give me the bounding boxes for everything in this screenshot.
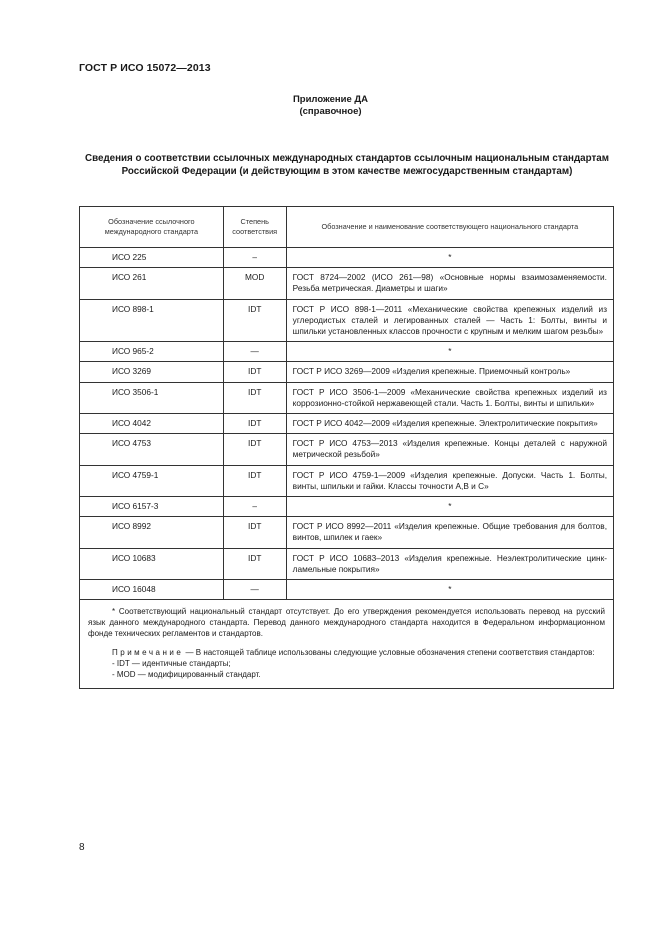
name-cell: ГОСТ Р ИСО 3269—2009 «Изделия крепежные. Приемочный контроль»	[286, 362, 613, 382]
ref-cell: ИСО 6157-3	[80, 497, 224, 517]
table-row	[80, 342, 614, 362]
annex-subtitle: (справочное)	[299, 106, 362, 117]
degree-cell: –	[223, 248, 286, 268]
table-row	[80, 517, 614, 548]
ref-cell: ИСО 16048	[80, 580, 224, 600]
note-text: — В настоящей таблице использованы следующие условные обозначения степени соответствия стандартов:	[183, 648, 595, 658]
note-label: Примечание	[112, 648, 184, 658]
section-title: Сведения о соответствии ссылочных международных стандартов ссылочным национальным стандартам Российской Федерации (и действующим в этом качестве межгосударственным стандартам)	[85, 153, 609, 177]
ref-cell: ИСО 4042	[80, 414, 224, 434]
table-row	[80, 299, 614, 342]
name-cell: ГОСТ Р ИСО 4753—2013 «Изделия крепежные. Концы деталей с наружной метрической резьбой»	[286, 434, 613, 465]
note-paragraph	[88, 647, 605, 658]
name-cell: ГОСТ Р ИСО 4042—2009 «Изделия крепежные. Электролитические покрытия»	[286, 414, 613, 434]
degree-cell: IDT	[223, 465, 286, 496]
footnote-text: * Соответствующий национальный стандарт отсутствует. До его утверждения рекомендуется использовать перевод на русский язык данного международного стандарта. Перевод данного международного стандарта находится в Федеральном информационном фонде технических регламентов и стандартов.	[88, 607, 605, 639]
ref-cell: ИСО 898-1	[80, 299, 224, 342]
name-cell: *	[286, 342, 613, 362]
name-cell: ГОСТ Р ИСО 4759-1—2009 «Изделия крепежные. Допуски. Часть 1. Болты, винты, шпильки и гайки. Классы точности A,B и C»	[286, 465, 613, 496]
table-footnote-row	[80, 600, 614, 689]
table-row	[80, 497, 614, 517]
table-row	[80, 580, 614, 600]
note-idt: - IDT — идентичные стандарты;	[112, 659, 231, 669]
ref-cell: ИСО 261	[80, 268, 224, 299]
page-number: 8	[79, 842, 85, 853]
degree-cell: IDT	[223, 517, 286, 548]
name-cell: ГОСТ Р ИСО 10683–2013 «Изделия крепежные. Неэлектролитические цинк-ламельные покрытия»	[286, 548, 613, 579]
name-cell: ГОСТ 8724—2002 (ИСО 261—98) «Основные нормы взаимозаменяемости. Резьба метрическая. Диаметры и шаги»	[286, 268, 613, 299]
header-degree: Степень соответствия	[223, 207, 286, 248]
ref-cell: ИСО 4753	[80, 434, 224, 465]
correspondence-table	[79, 206, 614, 689]
degree-cell: IDT	[223, 414, 286, 434]
table-row	[80, 362, 614, 382]
degree-cell: IDT	[223, 362, 286, 382]
note-mod: - MOD — модифицированный стандарт.	[112, 670, 261, 680]
ref-cell: ИСО 8992	[80, 517, 224, 548]
name-cell: ГОСТ Р ИСО 8992—2011 «Изделия крепежные. Общие требования для болтов, винтов, шпилек и гаек»	[286, 517, 613, 548]
table-row	[80, 248, 614, 268]
name-cell: *	[286, 580, 613, 600]
degree-cell: IDT	[223, 548, 286, 579]
table-row	[80, 382, 614, 413]
table-row	[80, 414, 614, 434]
annex-title: Приложение ДА	[292, 94, 369, 105]
annex-heading	[0, 94, 661, 118]
degree-cell: —	[223, 342, 286, 362]
ref-cell: ИСО 3269	[80, 362, 224, 382]
ref-cell: ИСО 965-2	[80, 342, 224, 362]
ref-cell: ИСО 225	[80, 248, 224, 268]
degree-cell: MOD	[223, 268, 286, 299]
table-row	[80, 465, 614, 496]
table-footnote	[80, 600, 614, 689]
header-name: Обозначение и наименование соответствующего национального стандарта	[286, 207, 613, 248]
document-code: ГОСТ Р ИСО 15072—2013	[79, 62, 211, 74]
degree-cell: IDT	[223, 382, 286, 413]
table-row	[80, 268, 614, 299]
degree-cell: –	[223, 497, 286, 517]
table-header-row	[80, 207, 614, 248]
degree-cell: —	[223, 580, 286, 600]
degree-cell: IDT	[223, 434, 286, 465]
ref-cell: ИСО 10683	[80, 548, 224, 579]
degree-cell: IDT	[223, 299, 286, 342]
name-cell: ГОСТ Р ИСО 898-1—2011 «Механические свойства крепежных изделий из углеродистых сталей и легированных сталей — Часть 1: Болты, винты и шпильки установленных классов прочности с крупным и мелким шагом резьбы»	[286, 299, 613, 342]
name-cell: *	[286, 497, 613, 517]
ref-cell: ИСО 4759-1	[80, 465, 224, 496]
name-cell: ГОСТ Р ИСО 3506-1—2009 «Механические свойства крепежных изделий из коррозионно-стойкой нержавеющей стали. Часть 1. Болты, винты и шпильки»	[286, 382, 613, 413]
table-row	[80, 548, 614, 579]
ref-cell: ИСО 3506-1	[80, 382, 224, 413]
header-ref: Обозначение ссылочного международного стандарта	[80, 207, 224, 248]
name-cell: *	[286, 248, 613, 268]
table-row	[80, 434, 614, 465]
